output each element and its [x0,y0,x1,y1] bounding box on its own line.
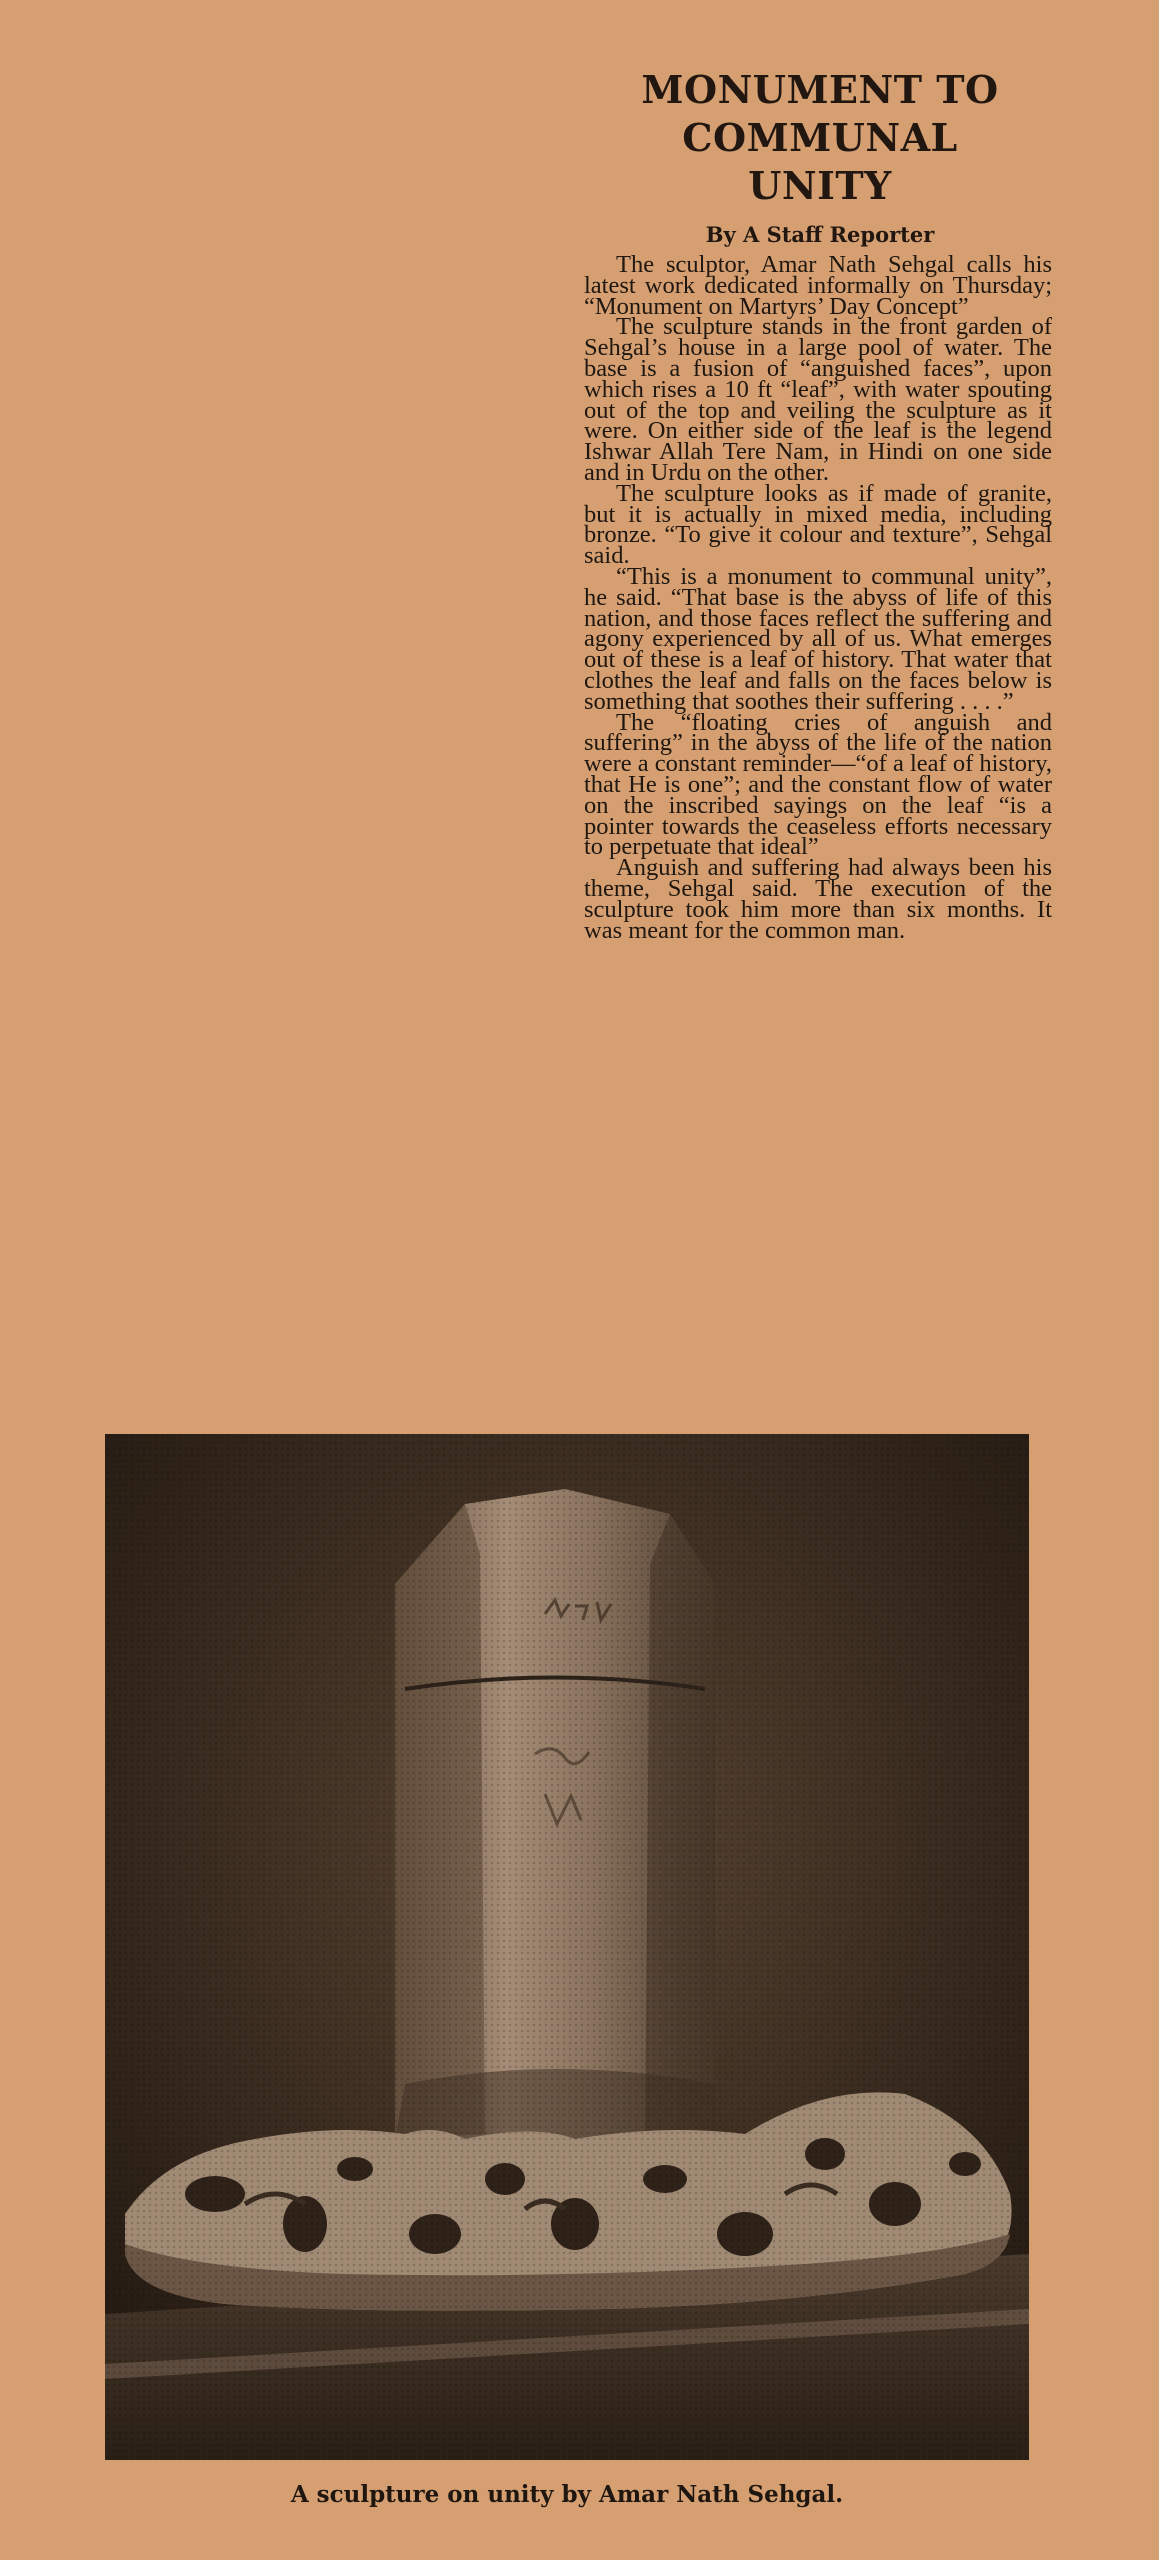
photo-caption: A sculpture on unity by Amar Nath Sehgal. [290,2481,844,2508]
article-paragraph: “This is a monument to communal unity”, he said. “That base is the abyss of life of this nation, and those faces reflect the suffering and agony experienced by all of us. What emerges out of these is a leaf of history. That water that clothes the leaf and falls on the faces below is something that soothes their suffering . . . .” [584,562,1052,715]
byline: By A Staff Reporter [705,222,935,247]
article-paragraph: The sculpture stands in the front garden of Sehgal’s house in a large pool of water. The base is a fusion of “anguished faces”, upon which rises a 10 ft “leaf”, with water spouting out of the top and veiling the sculpture as it were. On either side of the leaf is the legend Ishwar Allah Tere Nam, in Hindi on one side and in Urdu on the other. [584,313,1052,486]
article-paragraph: The “floating cries of anguish and suffering” in the abyss of the life of the nation were a constant reminder—“of a leaf of history, that He is one”; and the constant flow of water on the inscribed sayings on the leaf “is a pointer towards the ceaseless efforts necessary to perpetuate that ideal” [584,708,1052,861]
article-paragraph: The sculptor, Amar Nath Sehgal calls his latest work dedicated informally on Thursday; “Monument on Martyrs’ Day Concept” [584,251,1052,320]
article-paragraph: Anguish and suffering had always been his theme, Sehgal said. The execution of the sculpture took him more than six months. It was meant for the common man. [584,854,1052,944]
headline-line: UNITY [748,163,892,208]
article-body [584,251,1052,944]
headline-line: COMMUNAL [682,115,958,160]
article-paragraph: The sculpture looks as if made of granite, but it is actually in mixed media, including bronze. “To give it colour and texture”, Sehgal said. [584,479,1052,570]
headline-line: MONUMENT TO [641,67,999,112]
sculpture-photo [105,1434,1029,2460]
headline [580,66,1060,210]
sculpture-photo-drawing [105,1434,1029,2460]
